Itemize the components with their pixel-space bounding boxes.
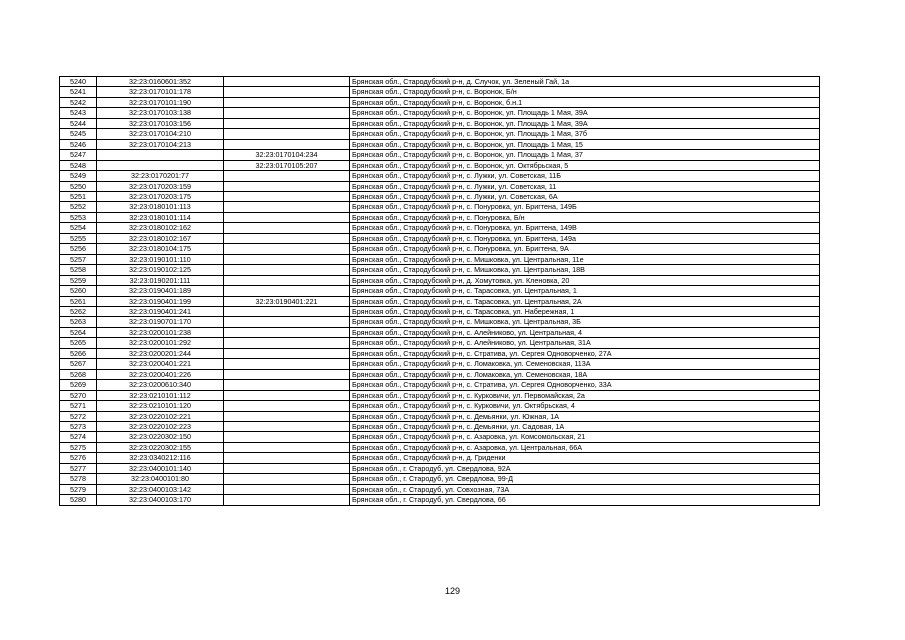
cadastral-number-cell: 32:23:0340212:116 [97, 453, 224, 463]
row-number-cell: 5242 [60, 97, 97, 107]
table-row [60, 233, 820, 243]
cadastral-number-cell: 32:23:0170104:210 [97, 129, 224, 139]
registry-table-body [60, 77, 820, 506]
related-cadastral-number-cell [224, 369, 350, 379]
cadastral-number-cell [97, 150, 224, 160]
row-number-cell: 5241 [60, 87, 97, 97]
table-row [60, 390, 820, 400]
table-row [60, 442, 820, 452]
table-row [60, 254, 820, 264]
related-cadastral-number-cell [224, 202, 350, 212]
table-row [60, 129, 820, 139]
table-row [60, 77, 820, 87]
related-cadastral-number-cell [224, 286, 350, 296]
cadastral-number-cell: 32:23:0200610:340 [97, 380, 224, 390]
table-row [60, 286, 820, 296]
cadastral-number-cell: 32:23:0400103:170 [97, 495, 224, 505]
cadastral-number-cell: 32:23:0170203:159 [97, 181, 224, 191]
table-row [60, 380, 820, 390]
table-row [60, 432, 820, 442]
row-number-cell: 5261 [60, 296, 97, 306]
cadastral-number-cell: 32:23:0210101:120 [97, 401, 224, 411]
address-cell: Брянская обл., Стародубский р-н, д. Хомутовка, ул. Кленовка, 20 [350, 275, 820, 285]
cadastral-number-cell: 32:23:0220302:155 [97, 442, 224, 452]
row-number-cell: 5257 [60, 254, 97, 264]
address-cell: Брянская обл., Стародубский р-н, с. Мишковка, ул. Центральная, 18В [350, 265, 820, 275]
table-row [60, 484, 820, 494]
row-number-cell: 5279 [60, 484, 97, 494]
address-cell: Брянская обл., Стародубский р-н, с. Демьянки, ул. Южная, 1А [350, 411, 820, 421]
table-row [60, 87, 820, 97]
related-cadastral-number-cell: 32:23:0170105:207 [224, 160, 350, 170]
row-number-cell: 5265 [60, 338, 97, 348]
cadastral-number-cell: 32:23:0170201:77 [97, 171, 224, 181]
table-row [60, 139, 820, 149]
address-cell: Брянская обл., Стародубский р-н, с. Воронок, б.н.1 [350, 97, 820, 107]
row-number-cell: 5268 [60, 369, 97, 379]
cadastral-number-cell: 32:23:0220102:221 [97, 411, 224, 421]
address-cell: Брянская обл., Стародубский р-н, с. Мишковка, ул. Центральная, 3Б [350, 317, 820, 327]
table-row [60, 369, 820, 379]
address-cell: Брянская обл., Стародубский р-н, с. Понуровка, ул. Бригтена, 149а [350, 233, 820, 243]
table-row [60, 317, 820, 327]
address-cell: Брянская обл., Стародубский р-н, с. Алейниково, ул. Центральная, 4 [350, 327, 820, 337]
address-cell: Брянская обл., Стародубский р-н, с. Воронок, ул. Октябрьская, 5 [350, 160, 820, 170]
row-number-cell: 5267 [60, 359, 97, 369]
cadastral-number-cell: 32:23:0210101:112 [97, 390, 224, 400]
address-cell: Брянская обл., Стародубский р-н, с. Воронок, ул. Площадь 1 Мая, 37б [350, 129, 820, 139]
address-cell: Брянская обл., Стародубский р-н, с. Лужки, ул. Советская, 6А [350, 191, 820, 201]
row-number-cell: 5240 [60, 77, 97, 87]
address-cell: Брянская обл., Стародубский р-н, с. Ломаковка, ул. Семеновская, 18А [350, 369, 820, 379]
table-row [60, 223, 820, 233]
cadastral-number-cell: 32:23:0190102:125 [97, 265, 224, 275]
address-cell: Брянская обл., Стародубский р-н, д. Случок, ул. Зеленый Гай, 1а [350, 77, 820, 87]
related-cadastral-number-cell [224, 421, 350, 431]
table-row [60, 421, 820, 431]
page-number: 129 [444, 586, 461, 596]
related-cadastral-number-cell [224, 327, 350, 337]
cadastral-number-cell: 32:23:0180102:167 [97, 233, 224, 243]
table-row [60, 296, 820, 306]
related-cadastral-number-cell [224, 87, 350, 97]
address-cell: Брянская обл., Стародубский р-н, с. Курковичи, ул. Октябрьская, 4 [350, 401, 820, 411]
table-row [60, 275, 820, 285]
row-number-cell: 5253 [60, 212, 97, 222]
cadastral-number-cell: 32:23:0200401:221 [97, 359, 224, 369]
row-number-cell: 5258 [60, 265, 97, 275]
table-row [60, 171, 820, 181]
related-cadastral-number-cell [224, 453, 350, 463]
row-number-cell: 5263 [60, 317, 97, 327]
row-number-cell: 5278 [60, 474, 97, 484]
table-row [60, 212, 820, 222]
address-cell: Брянская обл., Стародубский р-н, с. Воронок, ул. Площадь 1 Мая, 39А [350, 108, 820, 118]
address-cell: Брянская обл., Стародубский р-н, с. Воронок, ул. Площадь 1 Мая, 39А [350, 118, 820, 128]
related-cadastral-number-cell [224, 411, 350, 421]
row-number-cell: 5254 [60, 223, 97, 233]
cadastral-number-cell: 32:23:0400101:80 [97, 474, 224, 484]
cadastral-number-cell: 32:23:0200101:292 [97, 338, 224, 348]
address-cell: Брянская обл., Стародубский р-н, с. Стратива, ул. Сергея Одноворченко, 27А [350, 348, 820, 358]
row-number-cell: 5271 [60, 401, 97, 411]
cadastral-number-cell: 32:23:0190401:199 [97, 296, 224, 306]
address-cell: Брянская обл., Стародубский р-н, с. Воронок, ул. Площадь 1 Мая, 15 [350, 139, 820, 149]
table-row [60, 97, 820, 107]
property-registry-table [59, 76, 820, 506]
row-number-cell: 5274 [60, 432, 97, 442]
cadastral-number-cell: 32:23:0170104:213 [97, 139, 224, 149]
address-cell: Брянская обл., Стародубский р-н, с. Воронок, Б/н [350, 87, 820, 97]
address-cell: Брянская обл., г. Стародуб, ул. Свердлова, 99-Д [350, 474, 820, 484]
related-cadastral-number-cell [224, 77, 350, 87]
related-cadastral-number-cell [224, 244, 350, 254]
address-cell: Брянская обл., Стародубский р-н, с. Понуровка, ул. Бригтена, 149Б [350, 202, 820, 212]
table-row [60, 160, 820, 170]
table-row [60, 327, 820, 337]
cadastral-number-cell: 32:23:0180102:162 [97, 223, 224, 233]
related-cadastral-number-cell [224, 108, 350, 118]
table-row [60, 244, 820, 254]
related-cadastral-number-cell [224, 348, 350, 358]
cadastral-number-cell: 32:23:0400103:142 [97, 484, 224, 494]
table-row [60, 463, 820, 473]
address-cell: Брянская обл., Стародубский р-н, с. Алейниково, ул. Центральная, 31А [350, 338, 820, 348]
row-number-cell: 5270 [60, 390, 97, 400]
related-cadastral-number-cell [224, 212, 350, 222]
related-cadastral-number-cell: 32:23:0190401:221 [224, 296, 350, 306]
cadastral-number-cell: 32:23:0180101:114 [97, 212, 224, 222]
table-row [60, 495, 820, 505]
related-cadastral-number-cell [224, 118, 350, 128]
related-cadastral-number-cell [224, 223, 350, 233]
row-number-cell: 5246 [60, 139, 97, 149]
row-number-cell: 5264 [60, 327, 97, 337]
row-number-cell: 5244 [60, 118, 97, 128]
related-cadastral-number-cell [224, 254, 350, 264]
related-cadastral-number-cell [224, 338, 350, 348]
cadastral-number-cell: 32:23:0200201:244 [97, 348, 224, 358]
row-number-cell: 5243 [60, 108, 97, 118]
related-cadastral-number-cell [224, 463, 350, 473]
address-cell: Брянская обл., г. Стародуб, ул. Свердлова, 66 [350, 495, 820, 505]
row-number-cell: 5249 [60, 171, 97, 181]
table-row [60, 202, 820, 212]
cadastral-number-cell: 32:23:0170103:138 [97, 108, 224, 118]
related-cadastral-number-cell [224, 139, 350, 149]
row-number-cell: 5280 [60, 495, 97, 505]
address-cell: Брянская обл., Стародубский р-н, с. Понуровка, ул. Бригтена, 149В [350, 223, 820, 233]
related-cadastral-number-cell [224, 275, 350, 285]
table-row [60, 453, 820, 463]
address-cell: Брянская обл., Стародубский р-н, с. Воронок, ул. Площадь 1 Мая, 37 [350, 150, 820, 160]
address-cell: Брянская обл., Стародубский р-н, с. Тарасовка, ул. Центральная, 1 [350, 286, 820, 296]
row-number-cell: 5272 [60, 411, 97, 421]
address-cell: Брянская обл., Стародубский р-н, с. Ломаковка, ул. Семеновская, 113А [350, 359, 820, 369]
table-row [60, 108, 820, 118]
related-cadastral-number-cell [224, 474, 350, 484]
related-cadastral-number-cell [224, 380, 350, 390]
row-number-cell: 5251 [60, 191, 97, 201]
related-cadastral-number-cell [224, 484, 350, 494]
cadastral-number-cell: 32:23:0180101:113 [97, 202, 224, 212]
cadastral-number-cell: 32:23:0170101:178 [97, 87, 224, 97]
address-cell: Брянская обл., Стародубский р-н, с. Азаровка, ул. Комсомольская, 21 [350, 432, 820, 442]
table-row [60, 348, 820, 358]
related-cadastral-number-cell [224, 495, 350, 505]
row-number-cell: 5262 [60, 306, 97, 316]
related-cadastral-number-cell [224, 359, 350, 369]
address-cell: Брянская обл., Стародубский р-н, с. Стратива, ул. Сергея Одноворченко, 33А [350, 380, 820, 390]
row-number-cell: 5248 [60, 160, 97, 170]
cadastral-number-cell [97, 160, 224, 170]
table-row [60, 191, 820, 201]
row-number-cell: 5250 [60, 181, 97, 191]
address-cell: Брянская обл., Стародубский р-н, с. Демьянки, ул. Садовая, 1А [350, 421, 820, 431]
related-cadastral-number-cell [224, 432, 350, 442]
cadastral-number-cell: 32:23:0190401:189 [97, 286, 224, 296]
cadastral-number-cell: 32:23:0190101:110 [97, 254, 224, 264]
related-cadastral-number-cell [224, 306, 350, 316]
row-number-cell: 5245 [60, 129, 97, 139]
cadastral-number-cell: 32:23:0180104:175 [97, 244, 224, 254]
cadastral-number-cell: 32:23:0220102:223 [97, 421, 224, 431]
related-cadastral-number-cell [224, 129, 350, 139]
cadastral-number-cell: 32:23:0220302:150 [97, 432, 224, 442]
related-cadastral-number-cell [224, 191, 350, 201]
address-cell: Брянская обл., г. Стародуб, ул. Совхозная, 73А [350, 484, 820, 494]
table-row [60, 265, 820, 275]
table-row [60, 401, 820, 411]
table-row [60, 474, 820, 484]
row-number-cell: 5260 [60, 286, 97, 296]
address-cell: Брянская обл., Стародубский р-н, д. Гриденки [350, 453, 820, 463]
table-row [60, 306, 820, 316]
related-cadastral-number-cell: 32:23:0170104:234 [224, 150, 350, 160]
table-row [60, 338, 820, 348]
table-row [60, 411, 820, 421]
row-number-cell: 5252 [60, 202, 97, 212]
address-cell: Брянская обл., г. Стародуб, ул. Свердлова, 92А [350, 463, 820, 473]
cadastral-number-cell: 32:23:0160601:352 [97, 77, 224, 87]
cadastral-number-cell: 32:23:0170103:156 [97, 118, 224, 128]
cadastral-number-cell: 32:23:0190401:241 [97, 306, 224, 316]
related-cadastral-number-cell [224, 317, 350, 327]
table-row [60, 181, 820, 191]
address-cell: Брянская обл., Стародубский р-н, с. Мишковка, ул. Центральная, 11е [350, 254, 820, 264]
row-number-cell: 5275 [60, 442, 97, 452]
row-number-cell: 5255 [60, 233, 97, 243]
cadastral-number-cell: 32:23:0190701:170 [97, 317, 224, 327]
row-number-cell: 5266 [60, 348, 97, 358]
row-number-cell: 5247 [60, 150, 97, 160]
address-cell: Брянская обл., Стародубский р-н, с. Тарасовка, ул. Набережная, 1 [350, 306, 820, 316]
row-number-cell: 5259 [60, 275, 97, 285]
row-number-cell: 5273 [60, 421, 97, 431]
cadastral-number-cell: 32:23:0400101:140 [97, 463, 224, 473]
row-number-cell: 5276 [60, 453, 97, 463]
related-cadastral-number-cell [224, 390, 350, 400]
address-cell: Брянская обл., Стародубский р-н, с. Понуровка, ул. Бригтена, 9А [350, 244, 820, 254]
address-cell: Брянская обл., Стародубский р-н, с. Азаровка, ул. Центральная, 66А [350, 442, 820, 452]
cadastral-number-cell: 32:23:0200401:226 [97, 369, 224, 379]
related-cadastral-number-cell [224, 233, 350, 243]
row-number-cell: 5256 [60, 244, 97, 254]
table-row [60, 150, 820, 160]
address-cell: Брянская обл., Стародубский р-н, с. Тарасовка, ул. Центральная, 2А [350, 296, 820, 306]
address-cell: Брянская обл., Стародубский р-н, с. Лужки, ул. Советская, 11Б [350, 171, 820, 181]
address-cell: Брянская обл., Стародубский р-н, с. Курковичи, ул. Первомайская, 2а [350, 390, 820, 400]
cadastral-number-cell: 32:23:0190201:111 [97, 275, 224, 285]
address-cell: Брянская обл., Стародубский р-н, с. Лужки, ул. Советская, 11 [350, 181, 820, 191]
related-cadastral-number-cell [224, 181, 350, 191]
related-cadastral-number-cell [224, 265, 350, 275]
address-cell: Брянская обл., Стародубский р-н, с. Понуровка, Б/н [350, 212, 820, 222]
related-cadastral-number-cell [224, 171, 350, 181]
row-number-cell: 5277 [60, 463, 97, 473]
row-number-cell: 5269 [60, 380, 97, 390]
table-row [60, 118, 820, 128]
cadastral-number-cell: 32:23:0200101:238 [97, 327, 224, 337]
related-cadastral-number-cell [224, 442, 350, 452]
related-cadastral-number-cell [224, 401, 350, 411]
related-cadastral-number-cell [224, 97, 350, 107]
cadastral-number-cell: 32:23:0170203:175 [97, 191, 224, 201]
cadastral-number-cell: 32:23:0170101:190 [97, 97, 224, 107]
table-row [60, 359, 820, 369]
